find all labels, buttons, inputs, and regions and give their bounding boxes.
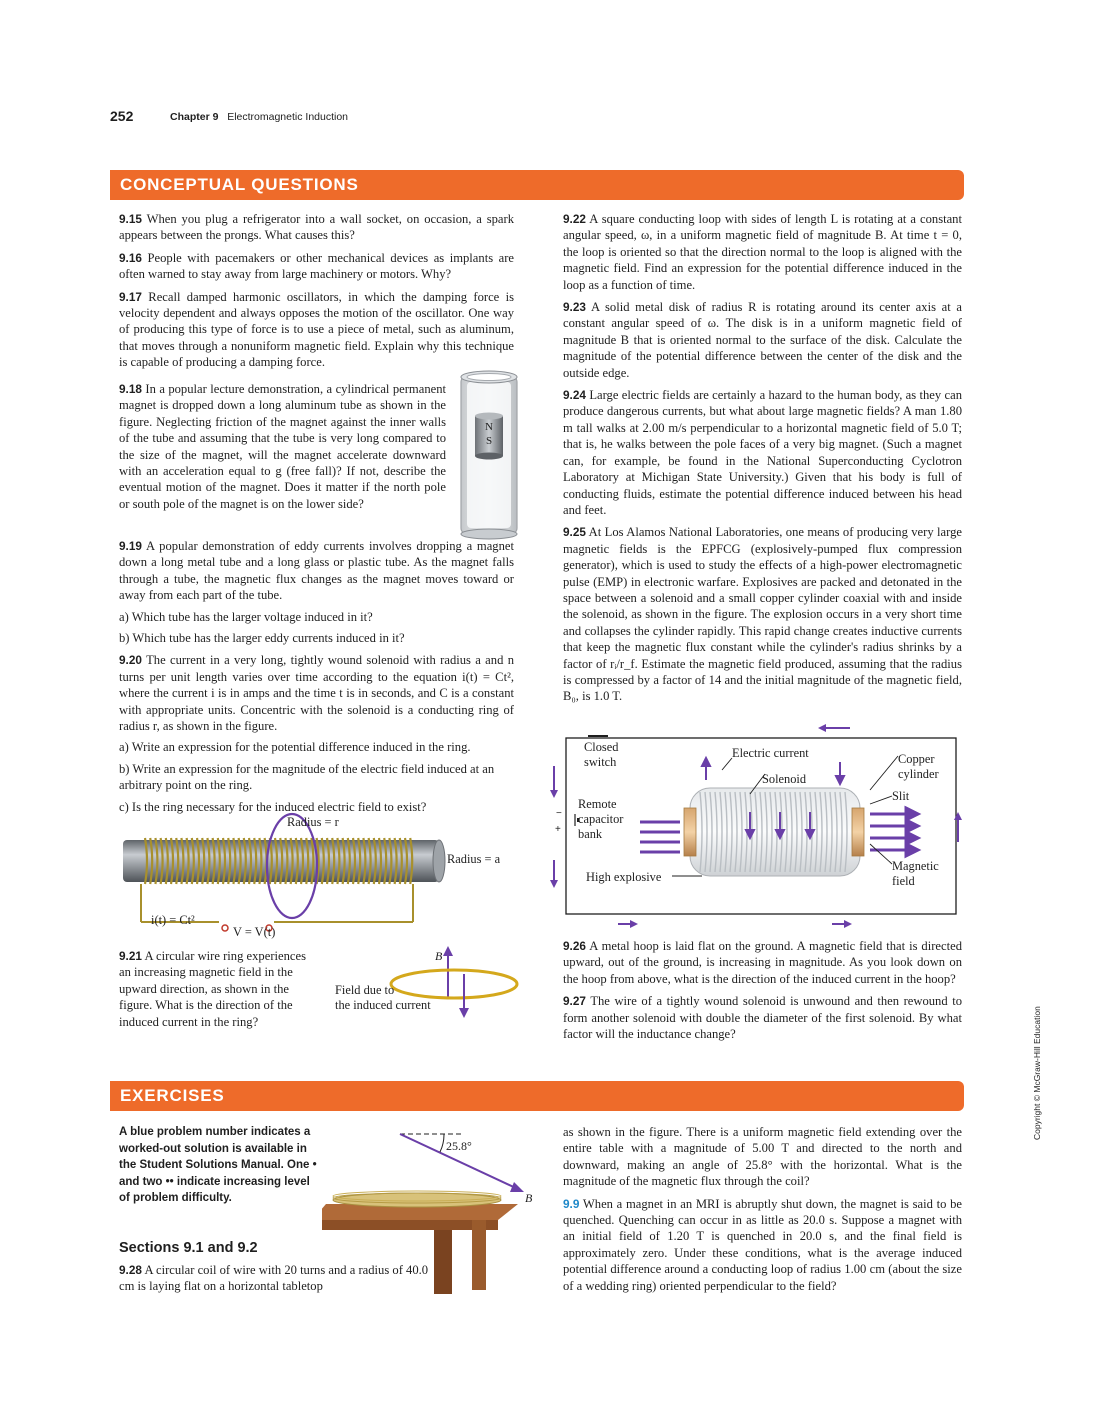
question-9-15: 9.15 When you plug a refrigerator into a wall socket, on occasion, a spark appears between the prongs. What causes this? [119,212,515,243]
magnet-n-label: N [485,421,493,433]
field-due-label: Field due to [335,983,395,997]
bank-label: bank [578,827,603,841]
question-9-18: 9.18 In a popular lecture demonstration, a cylindrical permanent magnet is dropped down a long aluminum tube as shown in the figure. Neglecting friction of the magnet against the inner walls of the tube and assuming that the tube is very long compared to the size of the magnet, will the magnet accelerate downward with an acceleration equal to g (free fall)? If not, describe the eventual motion of the magnet. Does it matter if the north pole or south pole of the magnet is on the lower side? [119,382,446,511]
question-9-24: 9.24 Large electric fields are certainly a hazard to the human body, as they can produce dangerous currents, but what about large magnetic fields? A man 1.80 m tall walks at 2.00 m/s perpendicular to a horizontal magnetic field of 5.0 T; that is, he walks between the pole faces of a very big magnet. (Such a magnet can, for example, be found in the National Superconducting Cyclotron Laboratory at Michigan State University.) Given that his body is full of conducting fluids, estimate the potential difference induced between his head and feet. [563,388,962,517]
table-b-label: B [525,1191,533,1205]
question-9-25: 9.25 At Los Alamos National Laboratories, one means of producing very large magnetic fields is the EPFCG (explosively-pumped flux compression generator), which is used to study the effects of a high-power electromagnetic pulse (EMP) in electronic warfare. Explosives are packed and detonated in the space between a solenoid and a small copper cylinder coaxial with and inside the solenoid, as shown in the figure. The explosion occurs in a very short time and collapses the cylinder rapidly. This rapid change creates inductive currents that keep the magnetic flux constant while the cylinder's radius shrinks by a factor of rᵢ/r_f. Estimate the magnetic field produced, assuming that the radius is compressed by a factor of 14 and the initial magnitude of the magnetic field, B₀, is 1.0 T. [563,525,962,704]
question-9-19-b: b) Which tube has the larger eddy currents induced in it? [119,631,405,646]
epfcg-figure [540,722,970,932]
chapter-header [170,111,348,123]
exercises-note: A blue problem number indicates a worked-out solution is available in the Student Solutions Manual. One • and two •• indicate increasing level of problem difficulty. [119,1126,317,1205]
left-column [119,211,514,377]
question-9-22: 9.22 A square conducting loop with sides of length L is rotating at a constant angular speed, ω, in a uniform magnetic field of magnitude B. At time t = 0, the loop is oriented so that the direction normal to the loop is aligned with the magnetic field. Find an expression for the potential difference induced in the loop as a function of time. [563,212,962,292]
closed-label: Closed [584,740,619,754]
question-9-26: 9.26 A metal hoop is laid flat on the ground. A magnetic field that is directed upward, out of the ground, is increasing in magnitude. As you look down on the hoop from above, what is the direction of the induced current in the hoop? [563,939,962,986]
question-9-20: 9.20 The current in a very long, tightly wound solenoid with radius a and n turns per unit length varies over time according to the equation i(t) = Ct², where the current i is in amps and the time t is in seconds, and C is a constant with appropriate units. Concentric with the solenoid is a conducting ring of radius r, as shown in the figure. [119,653,514,734]
capacitor-label: capacitor [578,812,624,826]
right-column [563,211,962,711]
solenoid-figure [119,812,519,942]
radius-r-label: Radius = r [287,815,339,829]
page-number: 252 [110,108,134,124]
question-9-20-c: c) Is the ring necessary for the induced electric field to exist? [119,799,427,814]
chapter-title: Electromagnetic Induction [227,111,349,123]
question-9-28: 9.28 A circular coil of wire with 20 turns and a radius of 40.0 cm is laying flat on a horizontal tabletop [119,1263,429,1294]
exercises-banner: EXERCISES [110,1081,964,1111]
angle-label: 25.8° [446,1139,472,1153]
question-9-20-b: b) Write an expression for the magnitude of the electric field induced at an arbitrary point on the ring. [119,761,495,793]
question-9-19-a: a) Which tube has the larger voltage induced in it? [119,609,373,624]
question-9-21: 9.21 A circular wire ring experiences an increasing magnetic field in the upward direction, as shown in the figure. What is the direction of the induced current in the ring? [119,949,306,1029]
plus-sign: + [555,824,561,835]
switch-label: switch [584,755,617,769]
ring-b-label: B [435,949,443,963]
ring-figure [330,944,520,1026]
minus-sign: − [556,808,562,819]
question-9-19-and-20: 9.19 A popular demonstration of eddy currents involves dropping a magnet down a long metal tube and a long glass or plastic tube. As the magnet falls through a tube, the magnetic flux changes as the magnet moves toward or away from each part of the tube. a) Which tube has the larger voltage induced in it? b) Which tube has the larger eddy currents induced in it? 9.20 The current in a very long, tightly wound solenoid with radius a and n turns per unit length varies over time according to the equation i(t) = Ct², where the current i is in amps and the time t is in seconds, and C is a constant with appropriate units. Concentric with the solenoid is a conducting ring of radius r, as shown in the figure. a) Write an expression for the potential difference induced in the ring. b) Write an expression for the magnitude of the electric field induced at an arbitrary point on the ring. c) Is the ring necessary for the induced electric field to exist? [119,539,514,814]
voltage-label: V = V(t) [233,925,276,939]
copper-label: Copper [898,752,935,766]
question-9-28-continued: as shown in the figure. There is a uniform magnetic field extending over the entire table with a magnitude of 5.00 T and directed to the north and downward, making an angle of 25.8° with the horizontal. What is the magnitude of the magnetic flux through the coil? [563,1125,962,1189]
radius-a-label: Radius = a [447,852,501,866]
question-9-20-a: a) Write an expression for the potential difference induced in the ring. [119,740,471,755]
question-9-27: 9.27 The wire of a tightly wound solenoid is unwound and then rewound to form another solenoid with double the diameter of the first solenoid. By what factor will the inductance change? [563,994,962,1042]
magnet-s-label: S [485,435,493,447]
induced-current-label: the induced current [335,998,431,1012]
high-explosive-label: High explosive [586,870,662,884]
chapter-label: Chapter 9 [170,111,219,123]
question-9-9: 9.9 When a magnet in an MRI is abruptly shut down, the magnet is said to be quenched. Quenching can occur in as little as 20.0 s. Suppose a magnet with an initial field of 1.20 T is quenched in 20.0 s, and the final field is approximately zero. Under these conditions, what is the average induced potential difference around a conducting loop of radius 1.00 cm (about the size of a wedding ring) oriented perpendicular to the field? [563,1196,963,1293]
question-9-23: 9.23 A solid metal disk of radius R is rotating around its center axis at a constant angular speed of ω. The disk is in a uniform magnetic field of magnitude B that is oriented normal to the surface of the disk. Calculate the magnitude of the potential difference between the center of the disk and the outside edge. [563,300,962,380]
remote-label: Remote [578,797,617,811]
electric-current-label: Electric current [732,746,809,760]
right-column-lower [563,938,962,1048]
magnetic-label: Magnetic [892,859,939,873]
copyright-sidebar: Copyright © McGraw-Hill Education [1032,1006,1042,1140]
right-exercises-column [563,1124,962,1300]
magnet-tube-figure [455,368,525,540]
conceptual-questions-banner: CONCEPTUAL QUESTIONS [110,170,964,200]
current-label: i(t) = Ct² [151,913,195,927]
question-9-17: 9.17 Recall damped harmonic oscillators, in which the damping force is velocity dependent and always opposes the motion of the oscillator. One way of producing this type of force is to use a piece of metal, such as aluminum, that moves through a nonuniform magnetic field. Explain why this technique is capable of producing a damping force. [119,289,514,370]
question-9-16: 9.16 People with pacemakers or other mechanical devices as implants are often warned to stay away from large machinery or motors. Why? [119,250,514,282]
cylinder-label: cylinder [898,767,939,781]
field-label: field [892,874,915,888]
solenoid-label: Solenoid [762,772,807,786]
slit-label: Slit [892,789,910,803]
sections-heading: Sections 9.1 and 9.2 [119,1240,258,1256]
